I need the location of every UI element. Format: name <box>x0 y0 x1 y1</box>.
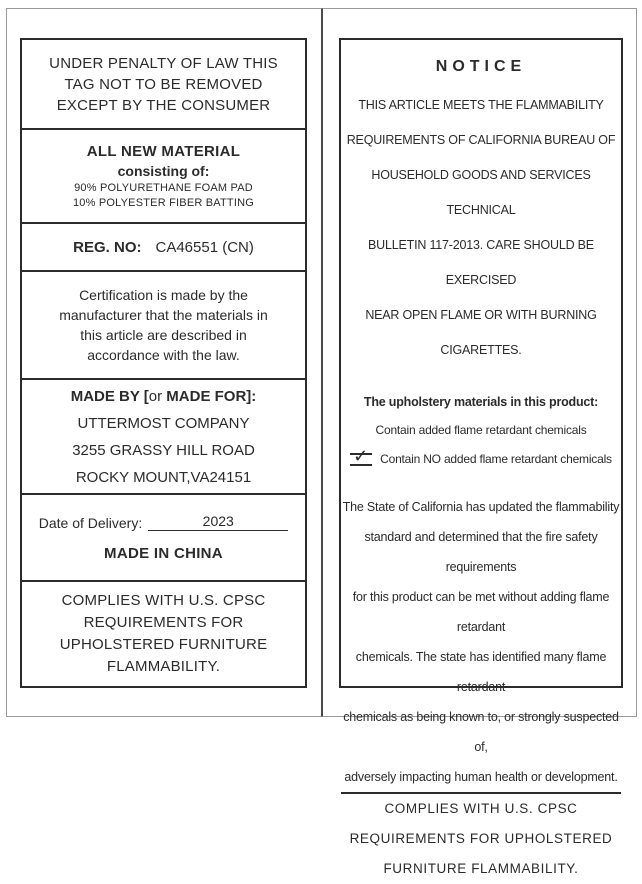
upholstery-option-no-added: Contain NO added flame retardant chemicals <box>380 452 612 466</box>
state-update-paragraph <box>341 492 621 792</box>
cpsc-line: REQUIREMENTS FOR <box>83 614 244 631</box>
certification-line: accordance with the law. <box>87 347 240 363</box>
country-of-origin: MADE IN CHINA <box>104 545 223 562</box>
made-by-heading-or: or <box>148 387 163 405</box>
delivery-date-label: Date of Delivery: <box>38 515 143 531</box>
cpsc-line: REQUIREMENTS FOR UPHOLSTERED <box>349 831 613 846</box>
notice-title: NOTICE <box>435 58 527 75</box>
penalty-line: TAG NOT TO BE REMOVED <box>64 75 263 93</box>
maker-address-line: 3255 GRASSY HILL ROAD <box>72 441 255 459</box>
made-by-heading <box>71 383 257 410</box>
materials-title: ALL NEW MATERIAL <box>86 142 241 160</box>
section-cpsc-right <box>341 794 621 884</box>
section-made-by <box>22 380 305 495</box>
checkmark-icon: ✓ <box>353 445 369 466</box>
notice-border-box <box>339 38 623 876</box>
made-by-heading-part: MADE FOR]: <box>162 387 257 405</box>
certification-line: this article are described in <box>80 327 247 343</box>
section-cpsc-left <box>22 582 305 686</box>
law-tag-panel <box>6 8 322 717</box>
notice-line: THIS ARTICLE MEETS THE FLAMMABILITY <box>358 98 604 112</box>
law-tag-border-box <box>20 38 307 688</box>
certification-line: manufacturer that the materials in <box>59 307 268 323</box>
notice-line: HOUSEHOLD GOODS AND SERVICES TECHNICAL <box>371 168 591 217</box>
delivery-date-value: 2023 <box>148 513 288 531</box>
section-notice <box>341 40 621 794</box>
upholstery-option-no-added-row <box>341 444 621 474</box>
notice-line: REQUIREMENTS OF CALIFORNIA BUREAU OF <box>346 133 616 147</box>
penalty-line: EXCEPT BY THE CONSUMER <box>56 96 271 114</box>
state-line: for this product can be met without adding flame retardant <box>352 590 610 634</box>
section-reg-no <box>22 224 305 272</box>
reg-no-value: CA46551 (CN) <box>155 238 254 256</box>
delivery-date-row <box>39 513 288 531</box>
section-materials <box>22 130 305 224</box>
section-penalty-warning <box>22 40 305 130</box>
cpsc-line: COMPLIES WITH U.S. CPSC <box>61 592 266 609</box>
made-by-heading-part: MADE BY [ <box>70 387 149 405</box>
material-content-line: 90% POLYURETHANE FOAM PAD <box>74 181 253 194</box>
cpsc-line: COMPLIES WITH U.S. CPSC <box>384 801 578 816</box>
upholstery-option-added: Contain added flame retardant chemicals <box>375 423 587 437</box>
section-delivery <box>22 495 305 582</box>
maker-address-line: ROCKY MOUNT,VA24151 <box>75 468 252 486</box>
state-line: standard and determined that the fire safety requirements <box>364 530 598 574</box>
cpsc-line: FLAMMABILITY. <box>106 658 221 675</box>
notice-line: BULLETIN 117-2013. CARE SHOULD BE EXERCISED <box>368 238 594 287</box>
notice-panel <box>322 8 637 876</box>
materials-subtitle: consisting of: <box>117 162 210 179</box>
cpsc-line: FURNITURE FLAMMABILITY. <box>383 861 579 876</box>
state-line: adversely impacting human health or development. <box>344 770 618 784</box>
notice-paragraph <box>341 88 621 368</box>
state-line: The State of California has updated the flammability <box>342 500 620 514</box>
cpsc-line: UPHOLSTERED FURNITURE <box>59 636 268 653</box>
material-content-line: 10% POLYESTER FIBER BATTING <box>72 196 255 209</box>
certification-line: Certification is made by the <box>79 287 248 303</box>
state-line: chemicals. The state has identified many flame retardant <box>355 650 607 694</box>
reg-no-label: REG. NO: <box>73 238 142 256</box>
section-certification <box>22 272 305 380</box>
upholstery-heading: The upholstery materials in this product: <box>363 395 599 409</box>
penalty-line: UNDER PENALTY OF LAW THIS <box>49 54 278 72</box>
maker-company: UTTERMOST COMPANY <box>77 414 250 432</box>
checked-checkbox-icon <box>350 445 372 466</box>
notice-line: NEAR OPEN FLAME OR WITH BURNING CIGARETTES. <box>365 308 597 357</box>
state-line: chemicals as being known to, or strongly suspected of, <box>343 710 619 754</box>
